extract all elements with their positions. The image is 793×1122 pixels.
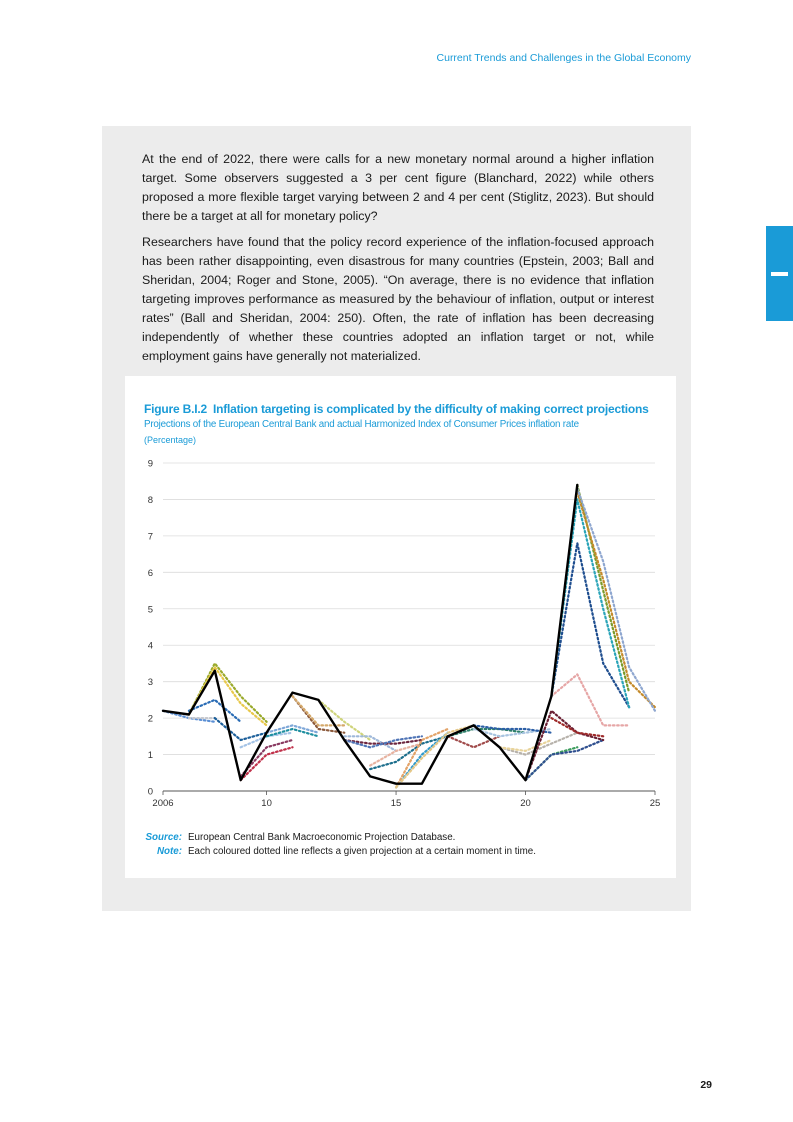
- projection-line: [215, 718, 267, 740]
- y-tick-label: 8: [147, 494, 153, 506]
- y-tick-label: 2: [147, 713, 153, 725]
- figure-subtitle: Projections of the European Central Bank and actual Harmonized Index of Consumer Prices inflation rate: [144, 419, 579, 430]
- box-paragraph-2: Researchers have found that the policy record experience of the inflation-focused approach has been rather disappointing, even disastrous for many countries (Epstein, 2003; Ball and Sheridan, 2004; Roger and Stone, 2005). “On average, there is no evidence that inflation targeting improves performance as measured by the behaviour of inflation, output or interest rates” (Ball and Sheridan, 2004: 250). Often, the rate of inflation has been decreasing independently of whether these countries adopted an inflation target or not, while employment gains have generally not materialized.: [142, 235, 654, 363]
- y-tick-label: 3: [147, 677, 153, 689]
- source-text: European Central Bank Macroeconomic Projection Database.: [188, 832, 456, 843]
- box-text: [142, 150, 654, 373]
- chapter-tab: [766, 226, 793, 321]
- note-text: Each coloured dotted line reflects a given projection at a certain moment in time.: [188, 846, 536, 857]
- y-tick-label: 9: [147, 458, 153, 470]
- projection-line: [551, 543, 629, 707]
- figure-title-text: Inflation targeting is complicated by the difficulty of making correct projections: [212, 402, 649, 416]
- note-label: Note:: [156, 846, 182, 857]
- figure-notes: [144, 831, 536, 859]
- y-tick-label: 1: [147, 750, 153, 762]
- source-row: [144, 831, 536, 845]
- page-number: 29: [700, 1079, 712, 1091]
- projection-line: [318, 700, 370, 740]
- figure-title: [144, 402, 649, 416]
- chart-y-tick-labels: [148, 459, 153, 798]
- y-tick-label: 4: [147, 640, 153, 652]
- note-row: [144, 845, 536, 859]
- chapter-tab-mark: [771, 272, 788, 276]
- projection-line: [551, 718, 603, 736]
- y-tick-label: 6: [147, 567, 153, 579]
- x-tick-label: 25: [649, 798, 661, 809]
- projection-line: [241, 740, 293, 776]
- running-header: Current Trends and Challenges in the Global Economy: [436, 52, 691, 64]
- x-tick-label: 15: [390, 798, 402, 809]
- y-tick-label: 7: [147, 531, 153, 543]
- y-tick-label: 0: [147, 786, 153, 798]
- projection-line: [577, 489, 655, 711]
- projection-line: [500, 740, 552, 751]
- y-tick-label: 5: [147, 604, 153, 616]
- x-tick-label: 10: [261, 798, 272, 809]
- x-tick-label: 2006: [152, 798, 174, 809]
- figure-unit: (Percentage): [144, 435, 197, 445]
- box-paragraph-1: At the end of 2022, there were calls for a new monetary normal around a higher inflation target. Some observers suggested a 3 per cent figure (Blanchard, 2022) while others proposed a more flexible target varying between 2 and 4 per cent (Stiglitz, 2023). But should there be a target at all for monetary policy?: [142, 152, 654, 223]
- x-tick-label: 20: [520, 798, 531, 809]
- chart-projection-lines: [163, 485, 655, 788]
- chart-x-tick-labels: [152, 798, 660, 809]
- line-chart: [125, 450, 676, 820]
- source-label: Source:: [145, 832, 182, 843]
- figure-number: Figure B.I.2: [144, 402, 207, 416]
